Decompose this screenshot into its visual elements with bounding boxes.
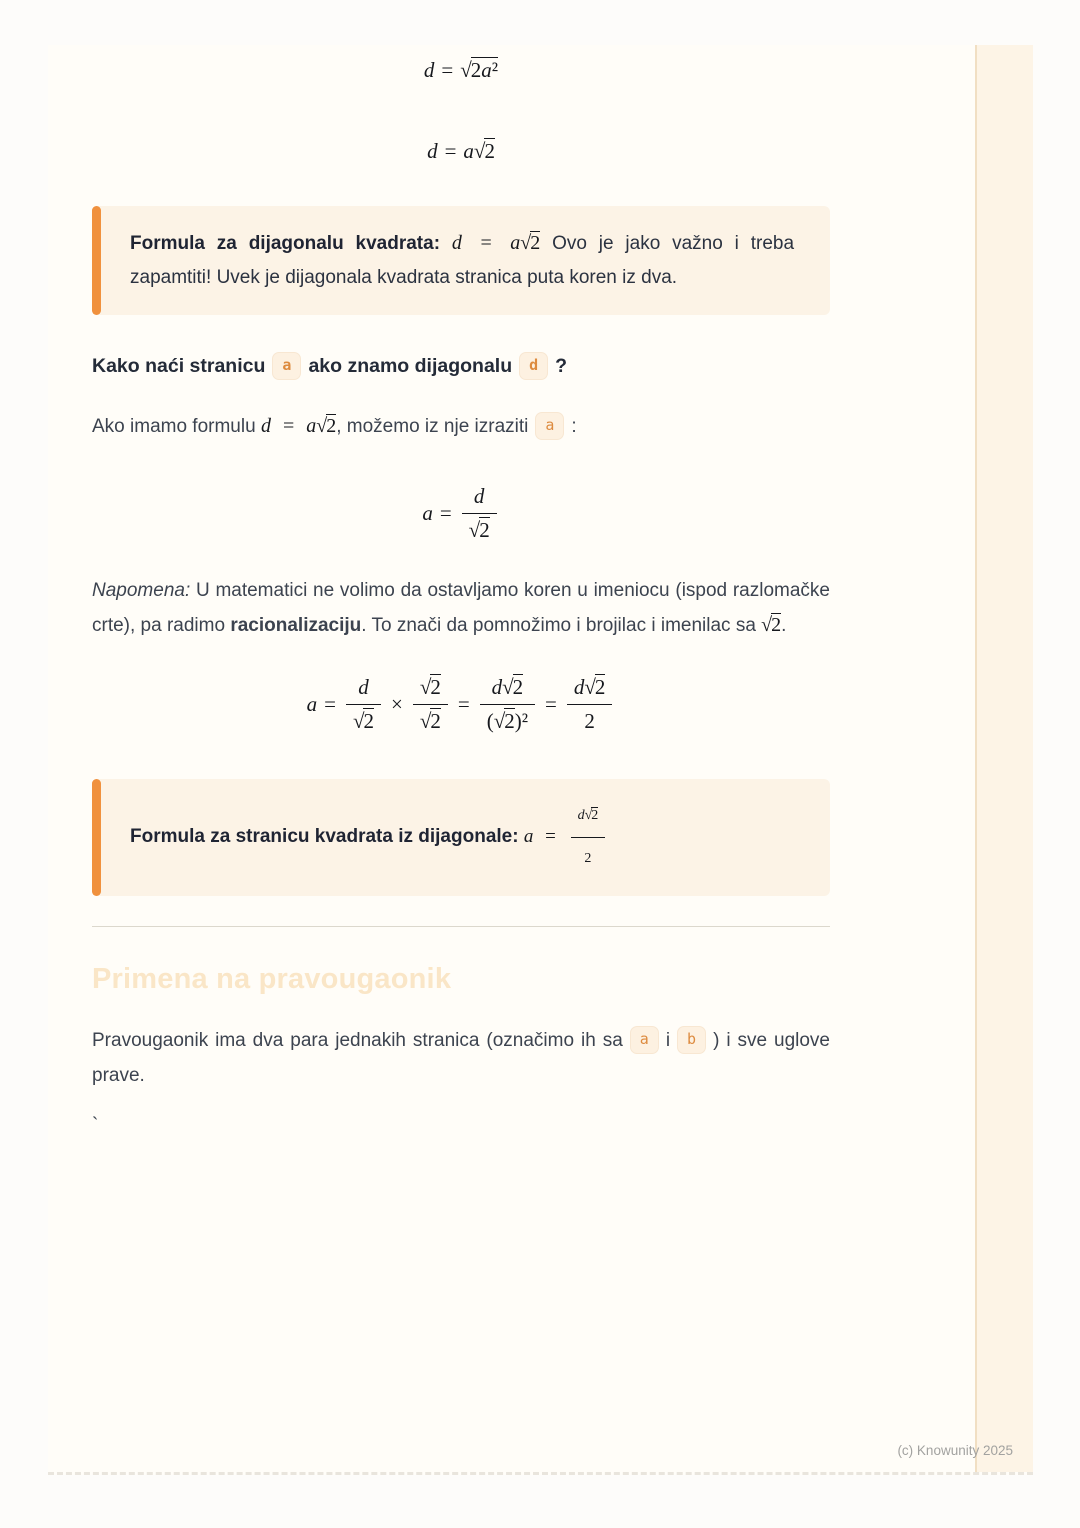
math-paren: ( bbox=[486, 709, 494, 733]
math-equals: = bbox=[324, 692, 336, 716]
math-var-d: d bbox=[573, 675, 585, 699]
heading-find-side bbox=[92, 351, 830, 381]
radicand: 2 bbox=[504, 709, 515, 733]
radicand: 2 bbox=[484, 139, 495, 163]
inline-code-a: a bbox=[535, 412, 564, 440]
inline-code-a: a bbox=[272, 352, 301, 380]
math-var-d: d bbox=[427, 138, 438, 163]
fraction bbox=[571, 799, 606, 876]
fraction-numerator bbox=[480, 675, 535, 705]
radicand: 2 bbox=[479, 518, 490, 542]
math-expression bbox=[523, 808, 608, 866]
note-label: Napomena: bbox=[92, 580, 191, 601]
section-divider bbox=[92, 926, 830, 927]
callout-body: Ovo je jako važno i treba zapamtiti! Uvek je dijagonala kvadrata stranica puta koren iz dva. bbox=[130, 233, 795, 288]
paragraph-text: , možemo iz nje izraziti bbox=[336, 416, 529, 437]
math-equals: = bbox=[439, 501, 452, 525]
radicand: 2 bbox=[430, 709, 441, 733]
paragraph-text: Ako imamo formulu bbox=[92, 416, 261, 437]
paragraph-text: ) i sve uglove prave. bbox=[92, 1030, 830, 1086]
math-equals: = bbox=[444, 138, 457, 163]
inline-code-b: b bbox=[677, 1026, 706, 1054]
page-content bbox=[92, 45, 830, 1143]
callout-title: Formula za dijagonalu kvadrata: bbox=[130, 233, 441, 254]
math-times: × bbox=[390, 692, 403, 716]
math-superscript-2: ² bbox=[521, 709, 529, 733]
fraction-denominator bbox=[413, 705, 448, 734]
math-equals: = bbox=[441, 57, 454, 82]
fraction bbox=[567, 675, 613, 734]
math-expression bbox=[261, 415, 336, 437]
paragraph-note-rationalization bbox=[92, 573, 830, 643]
paragraph-text: i bbox=[665, 1030, 671, 1051]
fraction-denominator bbox=[480, 705, 535, 734]
radical-sign: √ bbox=[502, 675, 514, 699]
formula-callout-side-from-diagonal bbox=[92, 779, 830, 896]
math-equals: = bbox=[457, 692, 470, 716]
paragraph-text: : bbox=[571, 416, 577, 437]
copyright-notice: (c) Knowunity 2025 bbox=[897, 1443, 1013, 1458]
math-var-d: d bbox=[358, 675, 369, 699]
math-expression bbox=[422, 484, 499, 543]
formula-diagonal-a-sqrt2 bbox=[92, 138, 830, 164]
paragraph-text: Pravougaonik ima dva para jednakih stranica (označimo ih sa bbox=[92, 1030, 623, 1051]
math-var-a: a bbox=[306, 692, 318, 716]
radical-sign: √ bbox=[419, 675, 432, 699]
math-equals: = bbox=[545, 692, 557, 716]
math-var-d: d bbox=[491, 675, 503, 699]
document-page bbox=[48, 45, 1033, 1475]
formula-side-over-sqrt2 bbox=[92, 484, 830, 543]
math-paren: ) bbox=[514, 709, 522, 733]
math-equals: = bbox=[282, 415, 295, 437]
math-var-a: a bbox=[463, 138, 474, 163]
stray-backtick: ` bbox=[92, 1115, 99, 1136]
fraction-denominator bbox=[346, 705, 381, 734]
math-var-a: a bbox=[306, 415, 317, 437]
inline-code-a: a bbox=[630, 1026, 659, 1054]
paragraph-text: . To znači da pomnožimo i brojilac i imenilac sa bbox=[361, 615, 762, 636]
page-right-stripe bbox=[975, 45, 1033, 1472]
radicand: 2 bbox=[591, 808, 599, 823]
radical-sign: √ bbox=[316, 415, 328, 437]
radical-sign: √ bbox=[352, 709, 365, 733]
inline-code-d: d bbox=[519, 352, 548, 380]
fraction-numerator bbox=[462, 484, 497, 514]
radicand: 2 bbox=[363, 709, 374, 733]
math-var-d: d bbox=[577, 808, 585, 823]
paragraph-text: U matematici ne volimo da ostavljamo koren u imeniocu (ispod razlomačke crte), pa radimo bbox=[92, 580, 830, 636]
radicand: 2 bbox=[594, 675, 606, 699]
fraction-numerator bbox=[346, 675, 381, 705]
math-superscript-2: ² bbox=[491, 58, 499, 82]
math-var-d: d bbox=[451, 232, 462, 254]
radicand: 2 bbox=[512, 675, 524, 699]
radical-sign: √ bbox=[584, 808, 593, 823]
fraction-numerator bbox=[413, 675, 448, 705]
radical-sign: √ bbox=[419, 709, 432, 733]
fraction-denominator: 2 bbox=[584, 851, 592, 866]
math-expression bbox=[424, 57, 498, 83]
bold-term-racionalizaciju: racionalizaciju bbox=[230, 615, 362, 636]
radical-sign: √ bbox=[460, 57, 472, 82]
math-expression bbox=[452, 232, 540, 254]
fraction bbox=[480, 675, 535, 734]
heading-text: Kako naći stranicu bbox=[92, 355, 266, 377]
math-var-d: d bbox=[423, 57, 435, 82]
heading-primena-na-pravougaonik: Primena na pravougaonik bbox=[92, 963, 452, 995]
fraction bbox=[413, 675, 448, 734]
fraction-denominator bbox=[462, 514, 497, 543]
radicand: 2 bbox=[326, 415, 337, 437]
math-var-a: a bbox=[523, 825, 534, 847]
heading-question-mark: ? bbox=[555, 355, 568, 377]
paragraph-rectangle bbox=[92, 1023, 830, 1093]
math-var-a: a bbox=[422, 501, 433, 525]
math-var-a: a bbox=[481, 58, 492, 82]
math-var-d: d bbox=[473, 484, 485, 508]
radicand bbox=[471, 57, 498, 83]
formula-diagonal-sqrt-2a2 bbox=[92, 57, 830, 83]
fraction-denominator: 2 bbox=[584, 709, 595, 733]
radical-sign: √ bbox=[473, 138, 486, 163]
callout-title: Formula za stranicu kvadrata iz dijagonale: bbox=[130, 825, 519, 847]
fraction bbox=[346, 675, 381, 734]
radicand: 2 bbox=[530, 232, 541, 254]
math-num-2: 2 bbox=[470, 58, 482, 82]
radical-sign: √ bbox=[761, 614, 773, 636]
paragraph-intro-formula bbox=[92, 409, 830, 444]
heading-text: ako znamo dijagonalu bbox=[308, 355, 513, 377]
formula-rationalization-steps bbox=[92, 675, 830, 734]
fraction-numerator bbox=[571, 799, 606, 838]
formula-callout-diagonal bbox=[92, 206, 830, 315]
math-expression bbox=[427, 138, 495, 164]
radical-sign: √ bbox=[520, 232, 532, 254]
math-var-d: d bbox=[260, 415, 271, 437]
fraction bbox=[462, 484, 497, 543]
math-expression bbox=[307, 675, 616, 734]
paragraph-text: . bbox=[781, 615, 787, 636]
fraction-numerator bbox=[567, 675, 613, 705]
radical-sign: √ bbox=[493, 709, 506, 733]
math-expression bbox=[761, 614, 781, 636]
math-equals: = bbox=[545, 825, 556, 847]
radical-sign: √ bbox=[468, 518, 481, 542]
radical-sign: √ bbox=[584, 675, 596, 699]
radicand: 2 bbox=[771, 614, 782, 636]
math-var-a: a bbox=[510, 232, 521, 254]
math-equals: = bbox=[480, 232, 492, 254]
radicand: 2 bbox=[430, 675, 441, 699]
